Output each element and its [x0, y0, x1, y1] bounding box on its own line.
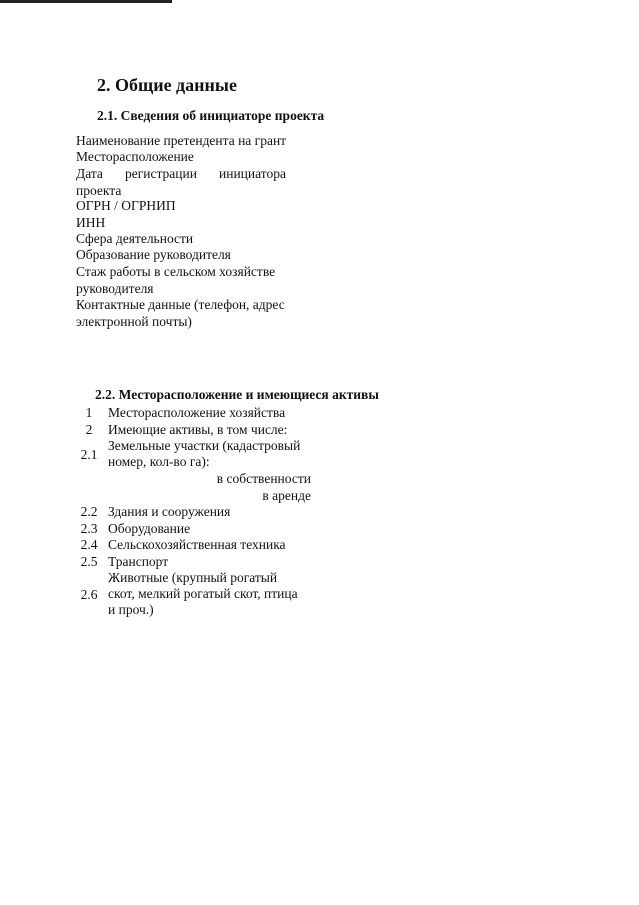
- field-registration-date-w1: Дата: [76, 166, 103, 181]
- row-num: 2.5: [80, 554, 98, 569]
- row-num: 2.6: [80, 587, 98, 602]
- field-agri-experience-line1: Стаж работы в сельском хозяйстве: [76, 264, 276, 279]
- field-registration-date-tail: проекта: [76, 182, 122, 198]
- row-transport: Транспорт: [108, 554, 169, 569]
- row-animals-line2: скот, мелкий рогатый скот, птица: [108, 586, 298, 601]
- subsection-title-assets: 2.2. Месторасположение и имеющиеся активы: [95, 387, 379, 402]
- row-land-plots-line2: номер, кол-во га):: [108, 454, 210, 469]
- row-assets: Имеющие активы, в том числе:: [108, 422, 288, 437]
- field-contacts: [76, 297, 306, 330]
- row-land-leased: в аренде: [262, 488, 311, 503]
- row-animals-line1: Животные (крупный рогатый: [108, 570, 278, 585]
- row-animals: [108, 570, 298, 618]
- row-equipment: Оборудование: [108, 521, 191, 536]
- field-contacts-line2: электронной почты): [76, 313, 192, 329]
- field-registration-date-w3: инициатора: [219, 166, 286, 181]
- row-animals-line3: и проч.): [108, 602, 154, 617]
- section-title: 2. Общие данные: [97, 75, 237, 95]
- row-farm-location: Месторасположение хозяйства: [108, 405, 286, 420]
- row-num: 2.4: [80, 537, 98, 552]
- row-land-plots: [108, 438, 300, 470]
- field-registration-date: [76, 166, 306, 199]
- row-land-plots-line1: Земельные участки (кадастровый: [108, 438, 301, 453]
- field-registration-date-w2: регистрации: [124, 166, 197, 181]
- row-agri-machinery: Сельскохозяйственная техника: [108, 537, 286, 552]
- row-num: 2: [85, 422, 93, 437]
- row-land-owned: в собственности: [216, 471, 311, 486]
- field-location: Месторасположение: [76, 149, 194, 164]
- field-agri-experience: [76, 264, 306, 297]
- row-num: 2.2: [80, 504, 98, 519]
- top-rule: [0, 0, 172, 3]
- field-activity-sphere: Сфера деятельности: [76, 231, 194, 246]
- row-buildings: Здания и сооружения: [108, 504, 231, 519]
- field-manager-education: Образование руководителя: [76, 247, 231, 262]
- field-ogrn: ОГРН / ОГРНИП: [76, 198, 176, 213]
- subsection-title-initiator: 2.1. Сведения об инициаторе проекта: [97, 108, 325, 123]
- row-num: 2.3: [80, 521, 98, 536]
- row-num: 2.1: [80, 447, 98, 462]
- field-inn: ИНН: [76, 215, 106, 230]
- field-contacts-line1: Контактные данные (телефон, адрес: [76, 297, 285, 312]
- field-agri-experience-line2: руководителя: [76, 280, 154, 296]
- field-applicant-name: Наименование претендента на грант: [76, 133, 287, 148]
- row-num: 1: [85, 405, 93, 420]
